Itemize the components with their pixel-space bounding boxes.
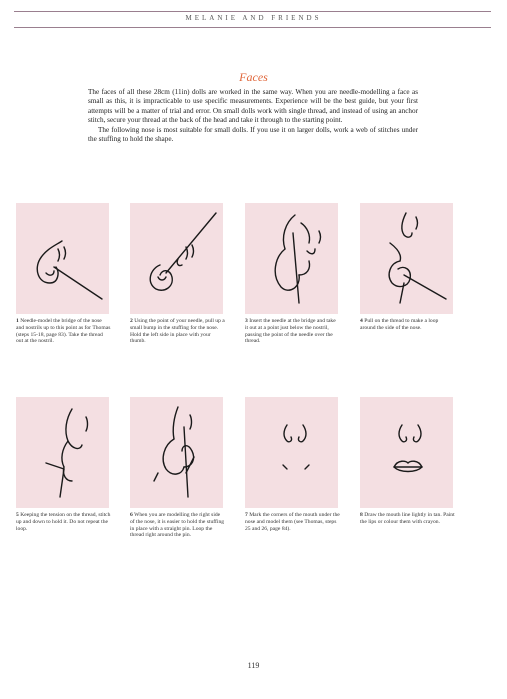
step-number: 7	[245, 512, 248, 518]
header-rule-bottom	[14, 27, 491, 28]
step-1-caption	[16, 318, 111, 345]
step-number: 8	[360, 512, 363, 518]
page-number: 119	[247, 661, 260, 670]
step-text: Needle-model the bridge of the nose and nostrils up to this point as for Thomas (steps 15-18, page 83). Take the thread out at the nostril.	[16, 318, 111, 345]
step-text: When you are modelling the right side of the nose, it is easier to hold the stuffing in place with a straight pin. Loop the thread right around the pin.	[130, 512, 225, 539]
step-2-illustration	[130, 203, 223, 314]
step-5-caption	[16, 512, 111, 532]
step-8-caption	[360, 512, 455, 526]
intro-paragraph-2: The following nose is most suitable for small dolls. If you use it on larger dolls, work a web of stitches under the stuffing to hold the shape.	[88, 125, 418, 144]
step-4-caption	[360, 318, 455, 332]
step-number: 4	[360, 318, 363, 324]
section-title: Faces	[239, 70, 268, 84]
step-text: Insert the needle at the bridge and take it out at a point just below the nostril, passing the point of the needle over the thread.	[245, 318, 336, 345]
intro-text	[88, 88, 418, 144]
step-5-illustration	[16, 397, 109, 508]
step-6-illustration	[130, 397, 223, 508]
step-3-caption	[245, 318, 340, 345]
header-rule-top	[14, 11, 491, 12]
step-text: Mark the corners of the mouth under the nose and model them (see Thomas, steps 25 and 26, page 84).	[245, 512, 340, 532]
step-3-illustration	[245, 203, 338, 314]
running-head: MELANIE AND FRIENDS	[185, 14, 322, 22]
step-text: Keeping the tension on the thread, stitch up and down to hold it. Do not repeat the loop.	[16, 512, 111, 532]
step-6-caption	[130, 512, 225, 539]
step-number: 3	[245, 318, 248, 324]
step-7-illustration	[245, 397, 338, 508]
step-2-caption	[130, 318, 225, 345]
step-number: 1	[16, 318, 19, 324]
step-number: 6	[130, 512, 133, 518]
intro-paragraph-1: The faces of all these 28cm (11in) dolls are worked in the same way. When you are needle-modelling a face as small as this, it is impracticable to use specific measurements. Experience will be the best guide, but your first attempts will be a matter of trial and error. On small dolls work with single thread, and instead of using an anchor stitch, secure your thread at the back of the head and take it through to the starting point.	[88, 88, 418, 125]
step-number: 2	[130, 318, 133, 324]
step-number: 5	[16, 512, 19, 518]
step-8-illustration	[360, 397, 453, 508]
step-text: Draw the mouth line lightly in tan. Paint the lips or colour them with crayon.	[360, 512, 455, 525]
step-1-illustration	[16, 203, 109, 314]
step-7-caption	[245, 512, 340, 532]
step-text: Using the point of your needle, pull up a small bump in the stuffing for the nose. Hold the left side in place with your thumb.	[130, 318, 225, 345]
step-text: Pull on the thread to make a loop around the side of the nose.	[360, 318, 439, 331]
step-4-illustration	[360, 203, 453, 314]
